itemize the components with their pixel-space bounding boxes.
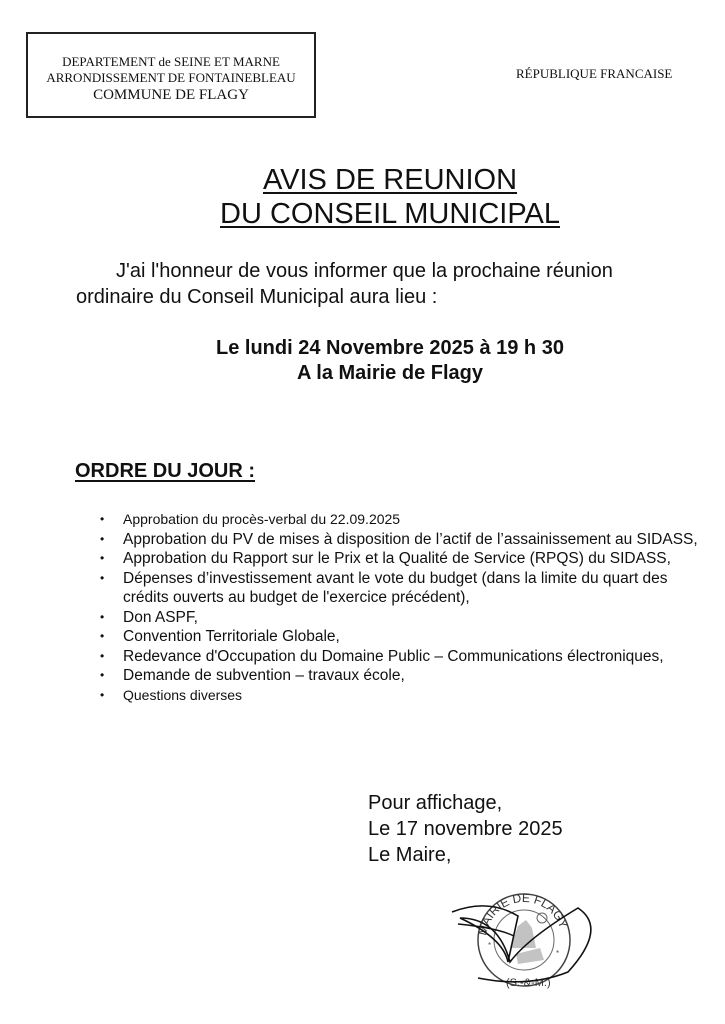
bullet-icon: •	[100, 570, 105, 585]
agenda-item: • Approbation du PV de mises à disposition de l’actif de l’assainissement au SIDASS,	[100, 530, 698, 548]
intro-paragraph: J'ai l'honneur de vous informer que la prochaine réunion ordinaire du Conseil Municipal aura lieu :	[76, 260, 613, 308]
signature-block	[368, 790, 563, 868]
header-box	[26, 32, 316, 118]
bullet-icon: •	[100, 551, 105, 565]
mayor-label: Le Maire,	[368, 844, 452, 866]
republic-label: RÉPUBLIQUE FRANCAISE	[516, 66, 673, 81]
svg-text:*: *	[556, 949, 560, 958]
agenda-item: • Approbation du procès-verbal du 22.09.2025	[100, 510, 700, 530]
agenda-item: • Dépenses d’investissement avant le vote du budget (dans la limite du quart des crédits ouverts au budget de l'exercice précédent),	[100, 569, 668, 606]
bullet-icon: •	[100, 629, 105, 643]
bullet-icon: •	[100, 512, 105, 526]
bullet-icon: •	[100, 687, 105, 702]
agenda-item: • Approbation du Rapport sur le Prix et la Qualité de Service (RPQS) du SIDASS,	[100, 550, 671, 567]
bullet-icon: •	[100, 648, 105, 663]
notice-title: AVIS DE REUNION	[262, 164, 518, 196]
meeting-date: Le lundi 24 Novembre 2025 à 19 h 30	[216, 337, 564, 359]
commune-label: COMMUNE DE FLAGY	[93, 87, 249, 103]
agenda-item: • Convention Territoriale Globale,	[100, 628, 340, 645]
agenda-item: • Don ASPF,	[100, 608, 198, 626]
signature-date: Le 17 novembre 2025	[368, 818, 563, 840]
agenda-item: • Redevance d'Occupation du Domaine Public – Communications électroniques,	[100, 647, 664, 665]
notice-subtitle: DU CONSEIL MUNICIPAL	[220, 198, 560, 230]
stamp-top-text: MAIRIE DE FLAGY	[475, 890, 571, 937]
bullet-icon: •	[100, 609, 105, 624]
stamp-bottom-text: (S.-&-M.)	[506, 977, 551, 989]
bullet-icon: •	[100, 531, 105, 546]
mairie-stamp-icon	[448, 878, 598, 993]
agenda-item: • Questions diverses	[100, 686, 700, 706]
svg-text:*: *	[488, 941, 492, 950]
agenda-list	[100, 510, 700, 705]
agenda-item: • Demande de subvention – travaux école,	[100, 667, 405, 684]
agenda-heading: ORDRE DU JOUR :	[75, 460, 256, 482]
department-label: DEPARTEMENT de SEINE ET MARNE	[62, 54, 280, 69]
meeting-location: A la Mairie de Flagy	[297, 362, 483, 384]
posting-label: Pour affichage,	[368, 792, 503, 814]
arrondissement-label: ARRONDISSEMENT DE FONTAINEBLEAU	[46, 70, 296, 85]
bullet-icon: •	[100, 668, 105, 682]
